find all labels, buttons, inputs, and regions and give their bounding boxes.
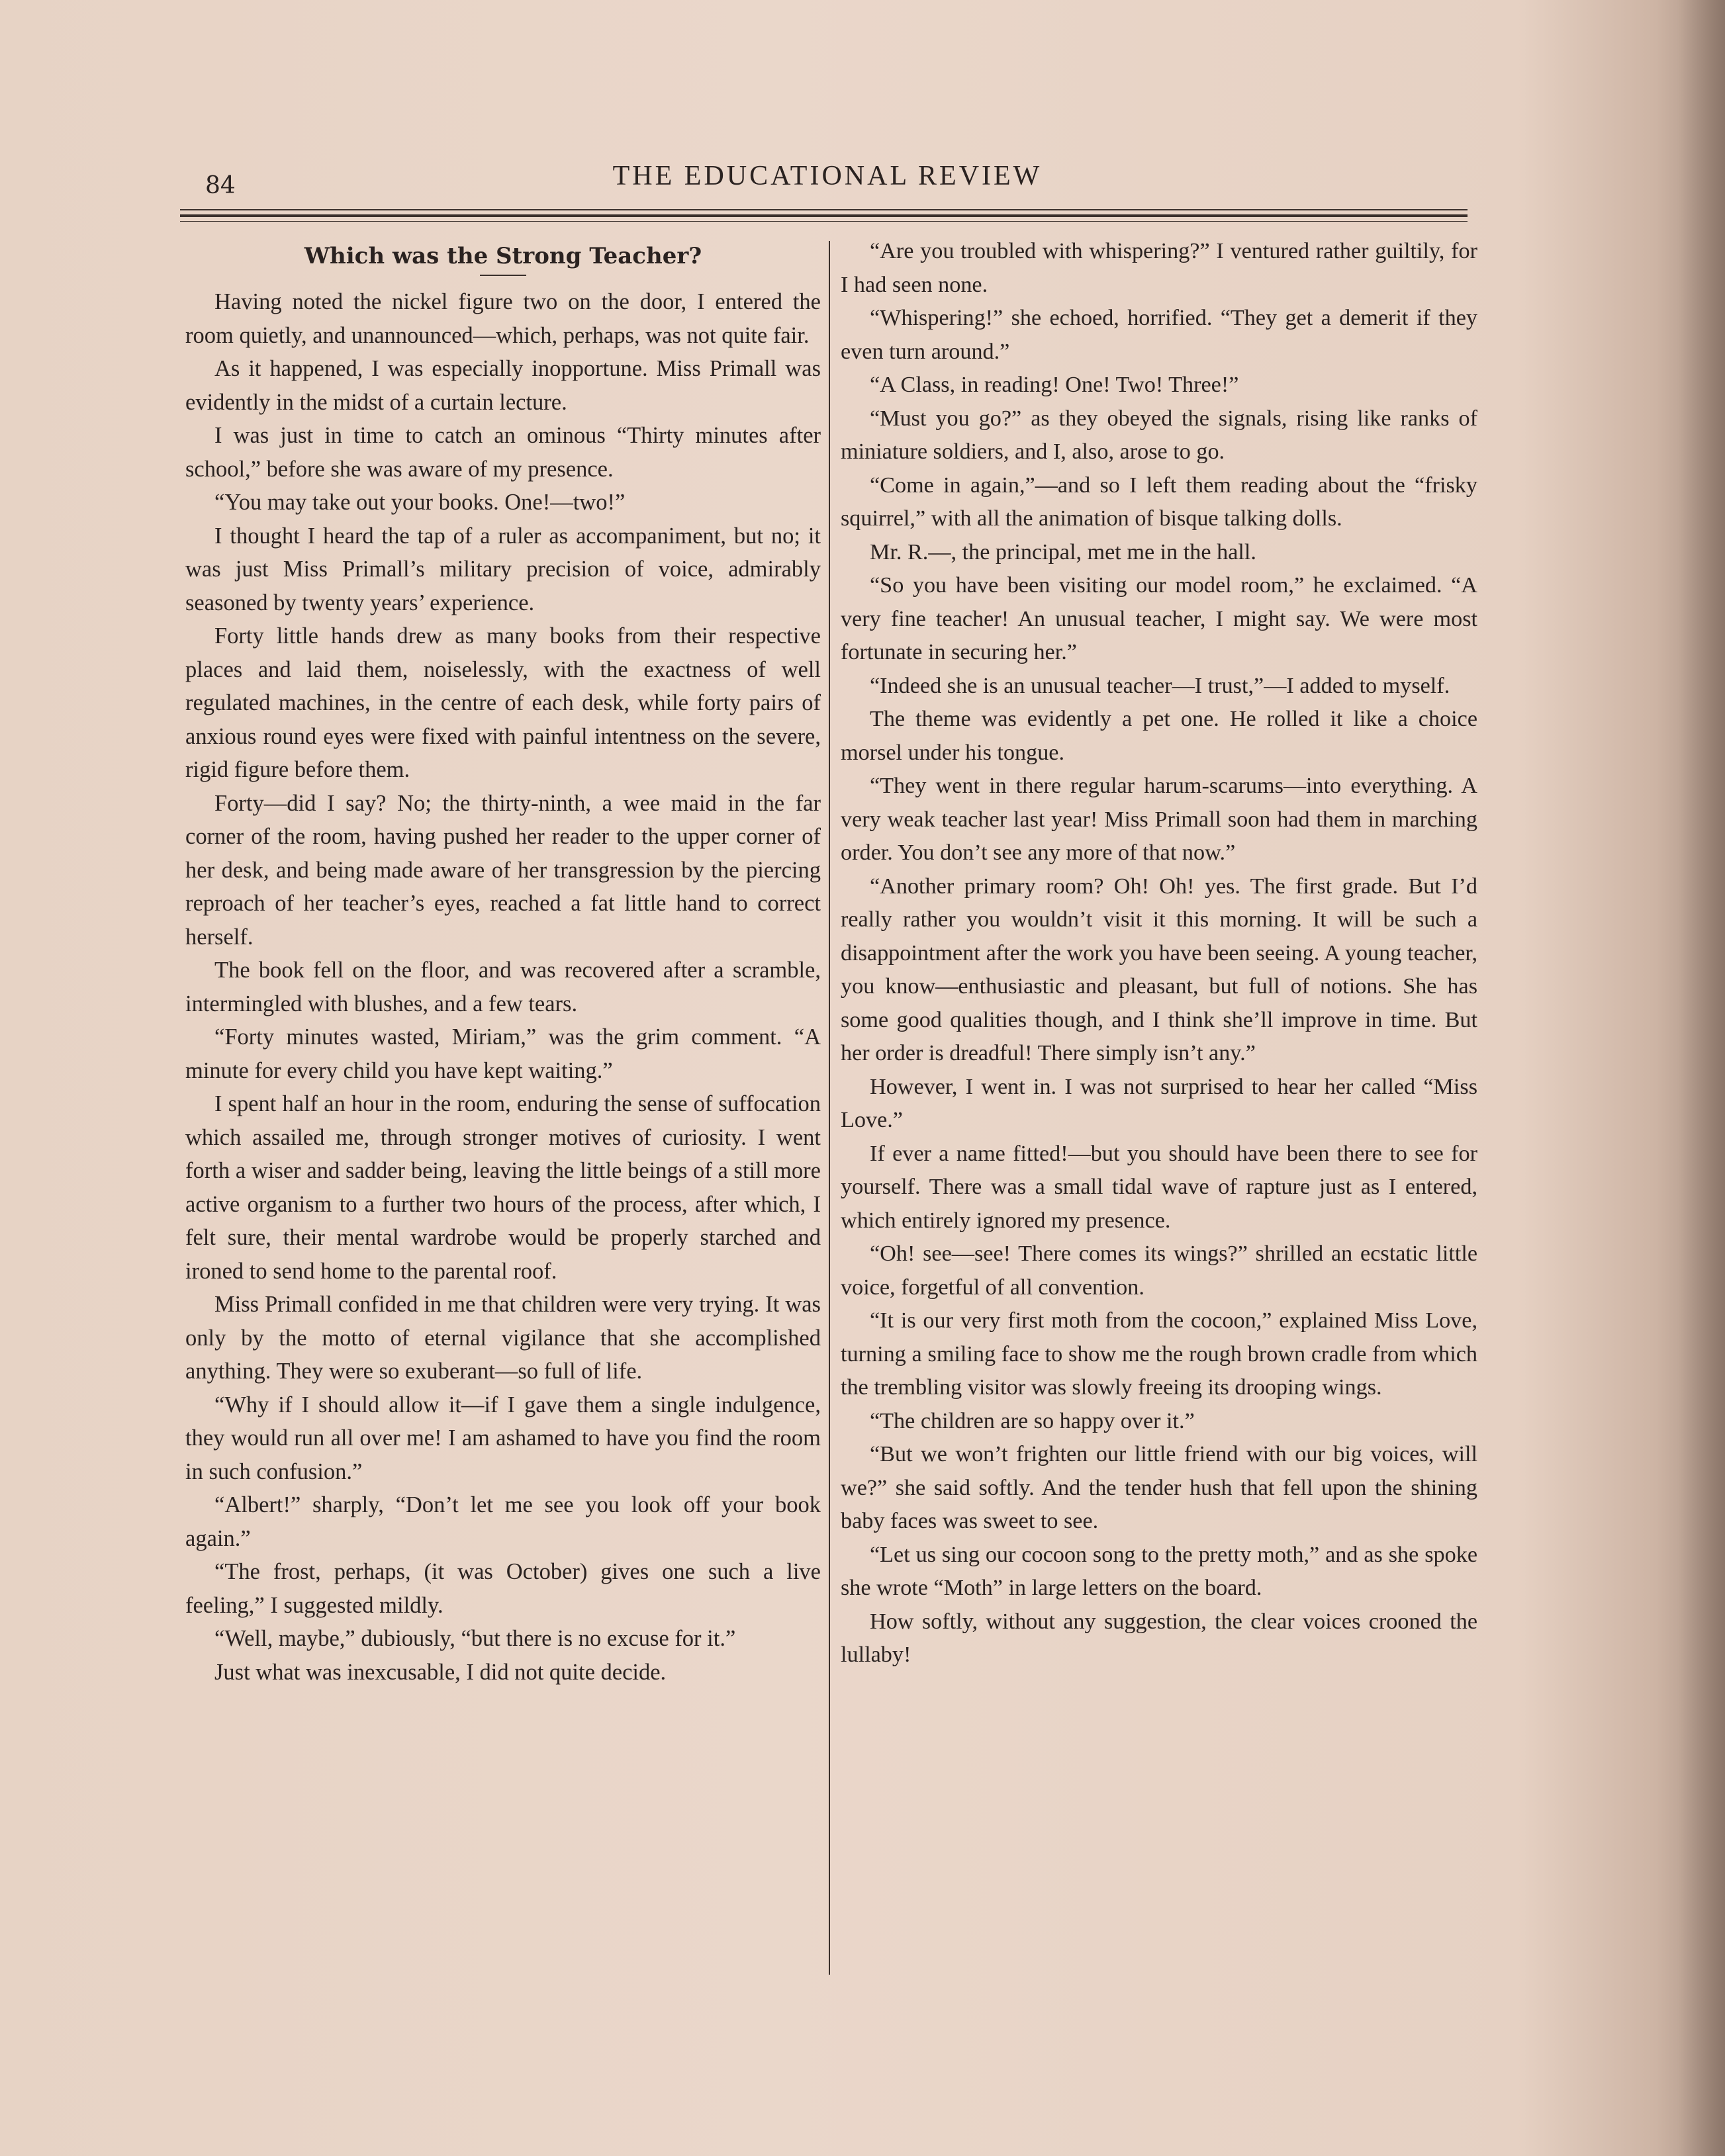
paragraph: “The children are so happy over it.” bbox=[870, 1408, 1195, 1433]
paragraph: Forty—did I say? No; the thirty-ninth, a wee maid in the far corner of the room, having pushed her reader to the upper corner of her desk, and being made aware of her transgression by the piercing reproach of her teacher’s eyes, reached a fat little hand to correct herself. bbox=[185, 790, 821, 950]
header-rule-top bbox=[180, 209, 1468, 210]
paragraph: “Must you go?” as they obeyed the signals, rising like ranks of miniature soldiers, and I, also, arose to go. bbox=[841, 406, 1477, 464]
paragraph: “Come in again,”—and so I left them reading about the “frisky squirrel,” with all the animation of bisque talking dolls. bbox=[841, 472, 1477, 531]
paragraph: “So you have been visiting our model room,” he exclaimed. “A very fine teacher! An unusual teacher, I might say. We were most fortunate in securing her.” bbox=[841, 573, 1477, 664]
paragraph: Just what was inexcusable, I did not quite decide. bbox=[214, 1659, 667, 1685]
paragraph: How softly, without any suggestion, the clear voices crooned the lullaby! bbox=[841, 1609, 1477, 1667]
paragraph: “Are you troubled with whispering?” I ventured rather guiltily, for I had seen none. bbox=[841, 239, 1477, 297]
paragraph: Mr. R.—, the principal, met me in the hall. bbox=[870, 539, 1256, 564]
article-title: Which was the Strong Teacher? bbox=[304, 243, 702, 269]
right-column bbox=[841, 235, 1477, 1672]
paragraph: The book fell on the floor, and was recovered after a scramble, intermingled with blushes, and a few tears. bbox=[185, 958, 821, 1016]
paragraph: I thought I heard the tap of a ruler as accompaniment, but no; it was just Miss Primall’s military precision of voice, admirably seasoned by twenty years’ experience. bbox=[185, 523, 821, 615]
page-header bbox=[179, 152, 1476, 205]
paragraph: Having noted the nickel figure two on the door, I entered the room quietly, and unannounced—which, perhaps, was not quite fair. bbox=[185, 289, 821, 348]
paragraph: “A Class, in reading! One! Two! Three!” bbox=[870, 373, 1239, 397]
paragraph: I was just in time to catch an ominous “Thirty minutes after school,” before she was aware of my presence. bbox=[185, 423, 821, 482]
paragraph: Forty little hands drew as many books from their respective places and laid them, noiselessly, with the exactness of well regulated machines, in the centre of each desk, while forty pairs of anxious round eyes were fixed with painful intentness on the severe, rigid figure before them. bbox=[185, 623, 821, 782]
running-head: THE EDUCATIONAL REVIEW bbox=[612, 161, 1043, 191]
paragraph: Miss Primall confided in me that children were very trying. It was only by the motto of eternal vigilance that she accomplished anything. They were so exuberant—so full of life. bbox=[185, 1292, 821, 1384]
left-column bbox=[185, 235, 821, 1689]
paragraph: “Indeed she is an unusual teacher—I trust,”—I added to myself. bbox=[870, 673, 1450, 698]
title-rule bbox=[480, 275, 526, 276]
paragraph: “Let us sing our cocoon song to the pretty moth,” and as she spoke she wrote “Moth” in large letters on the board. bbox=[841, 1542, 1477, 1600]
paragraph: “Forty minutes wasted, Miriam,” was the grim comment. “A minute for every child you have kept waiting.” bbox=[185, 1024, 821, 1083]
paragraph: The theme was evidently a pet one. He rolled it like a choice morsel under his tongue. bbox=[841, 707, 1477, 765]
paragraph: If ever a name fitted!—but you should have been there to see for yourself. There was a small tidal wave of rapture just as I entered, which entirely ignored my presence. bbox=[841, 1141, 1477, 1233]
paragraph: “Why if I should allow it—if I gave them a single indulgence, they would run all over me! I am ashamed to have you find the room in such confusion.” bbox=[185, 1392, 821, 1484]
paragraph: “It is our very first moth from the cocoon,” explained Miss Love, turning a smiling face to show me the rough brown cradle from which the trembling visitor was slowly freeing its drooping wings. bbox=[841, 1308, 1477, 1400]
paragraph: However, I went in. I was not surprised to hear her called “Miss Love.” bbox=[841, 1074, 1477, 1132]
paragraph: “Well, maybe,” dubiously, “but there is no excuse for it.” bbox=[214, 1626, 736, 1651]
column-divider bbox=[829, 241, 830, 1975]
spine-shadow bbox=[1679, 0, 1725, 2156]
paragraph: “Another primary room? Oh! Oh! yes. The first grade. But I’d really rather you wouldn’t visit it this morning. It will be such a disappointment after the work you have been seeing. A young teacher, you know—enthusiastic and pleasant, but full of notions. She has some good qualities though, and I think she’ll improve in time. But her order is dreadful! There simply isn’t any.” bbox=[841, 874, 1477, 1065]
paragraph: As it happened, I was especially inopportune. Miss Primall was evidently in the midst of a curtain lecture. bbox=[185, 356, 821, 415]
header-rule-middle bbox=[180, 214, 1468, 217]
paragraph: “Oh! see—see! There comes its wings?” shrilled an ecstatic little voice, forgetful of all convention. bbox=[841, 1241, 1477, 1300]
paragraph: “Albert!” sharply, “Don’t let me see you look off your book again.” bbox=[185, 1492, 821, 1551]
paragraph: “They went in there regular harum-scarums—into everything. A very weak teacher last year! Miss Primall soon had them in marching order. You don’t see any more of that now.” bbox=[841, 774, 1477, 865]
page-number: 84 bbox=[205, 172, 236, 199]
paragraph: “The frost, perhaps, (it was October) gives one such a live feeling,” I suggested mildly. bbox=[185, 1559, 821, 1618]
header-rule-bottom bbox=[180, 221, 1468, 222]
paragraph: “But we won’t frighten our little friend with our big voices, will we?” she said softly. And the tender hush that fell upon the shining baby faces was sweet to see. bbox=[841, 1442, 1477, 1533]
paragraph: “Whispering!” she echoed, horrified. “They get a demerit if they even turn around.” bbox=[841, 306, 1477, 364]
paragraph: I spent half an hour in the room, enduring the sense of suffocation which assailed me, through stronger motives of curiosity. I went forth a wiser and sadder being, leaving the little beings of a still more active organism to a further two hours of the process, after which, I felt sure, their mental wardrobe would be properly starched and ironed to send home to the parental roof. bbox=[185, 1091, 821, 1284]
paragraph: “You may take out your books. One!—two!” bbox=[214, 490, 626, 515]
